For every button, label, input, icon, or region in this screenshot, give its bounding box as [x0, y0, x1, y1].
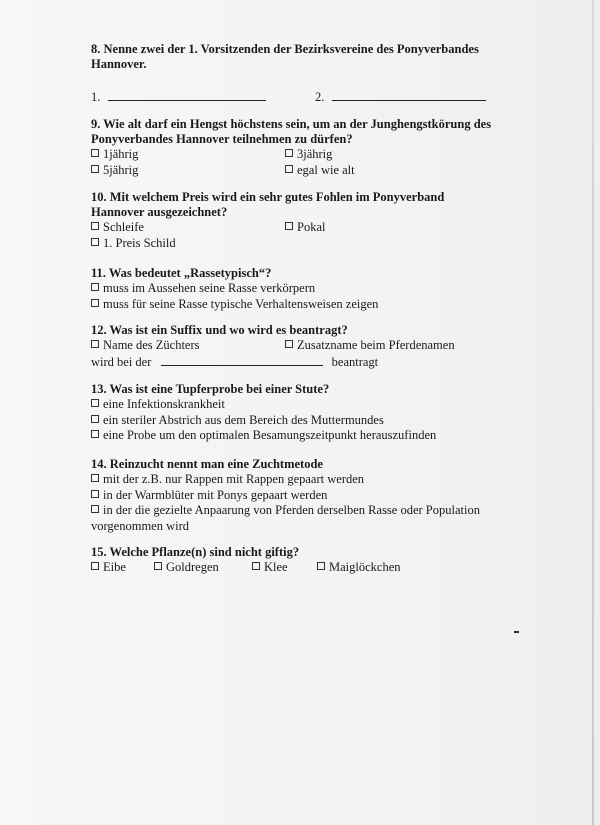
checkbox-icon — [154, 562, 162, 570]
page-edge-shadow — [592, 0, 594, 825]
option-checkbox[interactable]: Name des Züchters — [91, 338, 200, 352]
option-checkbox[interactable]: eine Infektionskrankheit — [91, 397, 491, 413]
question-14-title: 14. Reinzucht nennt man eine Zuchtmetode — [91, 457, 323, 471]
checkbox-icon — [91, 474, 99, 482]
option-checkbox[interactable]: mit der z.B. nur Rappen mit Rappen gepaart werden — [91, 472, 491, 488]
question-8-answer-row — [91, 89, 511, 105]
option-checkbox[interactable]: Eibe — [91, 560, 126, 575]
checkbox-icon — [91, 490, 99, 498]
option-continuation: vorgenommen wird — [91, 518, 190, 533]
checkbox-icon — [91, 149, 99, 157]
option-checkbox[interactable]: Pokal — [285, 220, 325, 235]
checkbox-icon — [285, 340, 293, 348]
authority-blank[interactable] — [161, 354, 323, 366]
option-checkbox[interactable]: 5jährig — [91, 163, 138, 177]
option-checkbox[interactable]: 1. Preis Schild — [91, 236, 176, 250]
option-checkbox[interactable]: Goldregen — [154, 560, 219, 575]
answer-1-label: 1. — [91, 90, 101, 104]
checkbox-icon — [91, 562, 99, 570]
option-checkbox[interactable]: eine Probe um den optimalen Besamungszeitpunkt herauszufinden — [91, 428, 491, 444]
question-9-row-1 — [91, 147, 511, 163]
answer-2-blank[interactable] — [332, 89, 486, 101]
option-checkbox[interactable]: muss für seine Rasse typische Verhaltensweisen zeigen — [91, 297, 491, 313]
question-10 — [91, 190, 491, 251]
answer-2-label: 2. — [315, 90, 325, 104]
checkbox-icon — [285, 149, 293, 157]
option-checkbox[interactable]: 3jährig — [285, 147, 332, 162]
question-13-title: 13. Was ist eine Tupferprobe bei einer Stute? — [91, 382, 330, 396]
question-10-row-1 — [91, 220, 491, 236]
question-8 — [91, 42, 511, 105]
question-12-title: 12. Was ist ein Suffix und wo wird es beantragt? — [91, 323, 348, 337]
question-10-row-2 — [91, 236, 491, 252]
question-8-title: 8. Nenne zwei der 1. Vorsitzenden der Bezirksvereine des Ponyverbandes Hannover. — [91, 42, 479, 71]
checkbox-icon — [91, 505, 99, 513]
answer-1-blank[interactable] — [108, 89, 266, 101]
option-checkbox[interactable]: egal wie alt — [285, 163, 355, 178]
question-15-row — [91, 560, 491, 576]
question-11-title: 11. Was bedeutet „Rassetypisch“? — [91, 266, 272, 280]
checkbox-icon — [285, 222, 293, 230]
checkbox-icon — [91, 283, 99, 291]
question-14 — [91, 457, 491, 534]
option-checkbox[interactable]: ein steriler Abstrich aus dem Bereich des Muttermundes — [91, 413, 491, 429]
question-9 — [91, 117, 511, 178]
option-checkbox[interactable]: in der Warmblüter mit Ponys gepaart werden — [91, 488, 491, 504]
checkbox-icon — [91, 415, 99, 423]
option-checkbox[interactable]: Maiglöckchen — [317, 560, 401, 575]
question-12-row-1 — [91, 338, 491, 354]
question-11 — [91, 266, 491, 312]
question-15 — [91, 545, 491, 576]
checkbox-icon — [91, 238, 99, 246]
option-checkbox[interactable]: Zusatzname beim Pferdenamen — [285, 338, 455, 353]
question-9-title: 9. Wie alt darf ein Hengst höchstens sein, um an der Junghengstkörung des Ponyverbandes Hannover teilnehmen zu dürfen? — [91, 117, 492, 146]
question-12-row-2 — [91, 354, 491, 370]
checkbox-icon — [252, 562, 260, 570]
option-checkbox[interactable]: muss im Aussehen seine Rasse verkörpern — [91, 281, 491, 297]
option-checkbox[interactable]: 1jährig — [91, 147, 138, 161]
checkbox-icon — [91, 430, 99, 438]
question-9-row-2 — [91, 163, 511, 179]
question-12 — [91, 323, 491, 369]
option-checkbox[interactable]: in der die gezielte Anpaarung von Pferden derselben Rasse oder Population — [91, 503, 491, 519]
question-15-title: 15. Welche Pflanze(n) sind nicht giftig? — [91, 545, 300, 559]
checkbox-icon — [91, 299, 99, 307]
checkbox-icon — [285, 165, 293, 173]
question-10-title: 10. Mit welchem Preis wird ein sehr gutes Fohlen im Ponyverband Hannover ausgezeichnet? — [91, 190, 445, 219]
line-prefix: wird bei der — [91, 354, 152, 369]
checkbox-icon — [91, 340, 99, 348]
line-suffix: beantragt — [331, 354, 379, 369]
checkbox-icon — [91, 222, 99, 230]
option-checkbox[interactable]: Klee — [252, 560, 288, 575]
checkbox-icon — [91, 165, 99, 173]
checkbox-icon — [91, 399, 99, 407]
checkbox-icon — [317, 562, 325, 570]
scan-speck — [514, 631, 519, 633]
option-checkbox[interactable]: Schleife — [91, 220, 144, 234]
question-13 — [91, 382, 491, 444]
